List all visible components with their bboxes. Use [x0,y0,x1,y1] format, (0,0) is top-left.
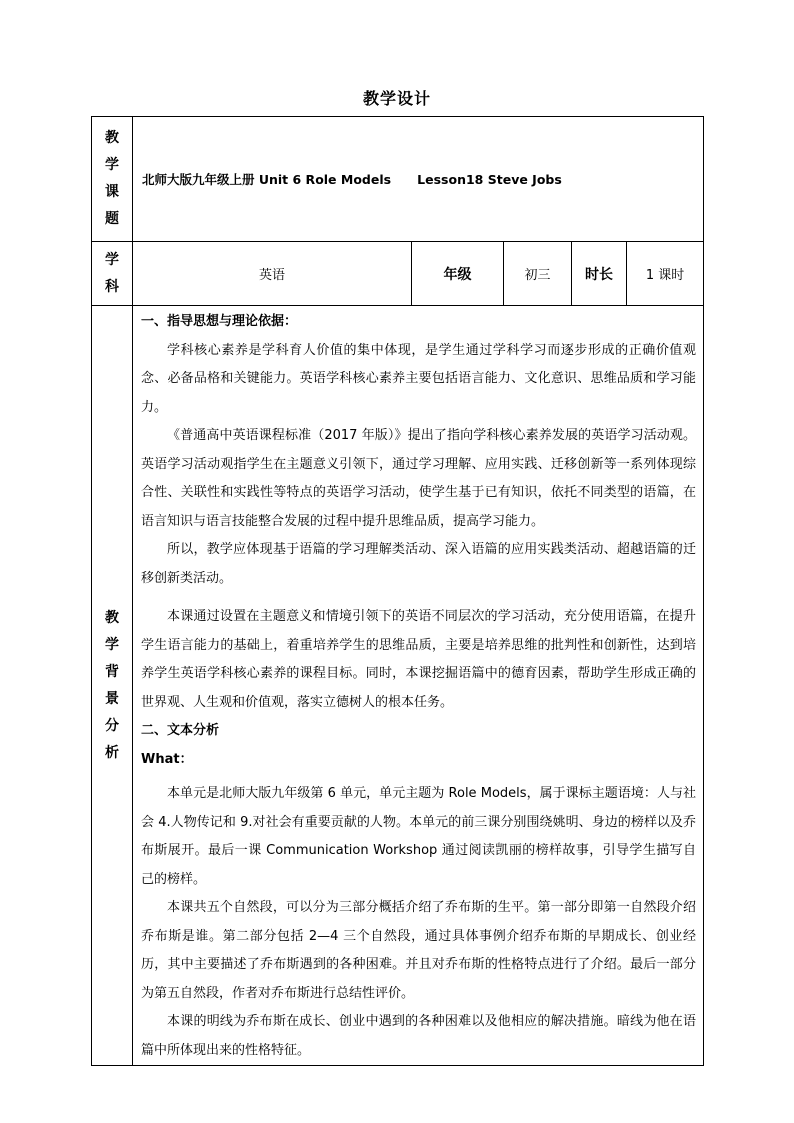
row-background-analysis [92,306,704,1066]
background-analysis-label: 教 学 背 景 分 析 [92,306,133,1066]
paragraph: 本课通过设置在主题意义和情境引领下的英语不同层次的学习活动，充分使用语篇，在提升学生语言能力的基础上，着重培养学生的思维品质，主要是培养思维的批判性和创新性，达到培养学生英语学科核心素养的课程目标。同时，本课挖掘语篇中的德育因素，帮助学生形成正确的世界观、人生观和价值观，落实立德树人的根本任务。 [141,609,697,710]
paragraph: 本课的明线为乔布斯在成长、创业中遇到的各种困难以及他相应的解决措施。暗线为他在语篇中所体现出来的性格特征。 [141,1014,697,1058]
paragraph: 学科核心素养是学科育人价值的集中体现，是学生通过学科学习而逐步形成的正确价值观念、必备品格和关键能力。英语学科核心素养主要包括语言能力、文化意识、思维品质和学习能力。 [141,342,697,415]
paragraph: 所以，教学应体现基于语篇的学习理解类活动、深入语篇的应用实践类活动、超越语篇的迁移创新类活动。 [141,542,697,586]
paragraph: 本课共五个自然段，可以分为三部分概括介绍了乔布斯的生平。第一部分即第一自然段介绍乔布斯是谁。第二部分包括 2—4 三个自然段，通过具体事例介绍乔布斯的早期成长、创业经历，其中主要描述了乔布斯遇到的各种困难。并且对乔布斯的性格特点进行了介绍。最后一部分为第五自然段，作者对乔布斯进行总结性评价。 [141,900,697,1001]
lesson-plan-table [91,116,704,1066]
lesson-topic-label: 教 学 课 题 [92,117,133,242]
section-heading-guiding: 一、指导思想与理论依据： [141,314,298,329]
grade-label: 年级 [412,242,504,306]
what-label: What： [141,751,193,767]
grade-value: 初三 [504,242,572,306]
background-analysis-content [133,306,704,1066]
page-title: 教学设计 [362,89,431,108]
paragraph: 《普通高中英语课程标准（2017 年版）》提出了指向学科核心素养发展的英语学习活动观。英语学习活动观指学生在主题意义引领下，通过学习理解、应用实践、迁移创新等一系列体现综合性、关联性和实践性等特点的英语学习活动，使学生基于已有知识，依托不同类型的语篇，在语言知识与语言技能整合发展的过程中提升思维品质，提高学习能力。 [141,428,697,529]
duration-value: 1 课时 [627,242,704,306]
subject-label: 学 科 [92,242,133,306]
subject-value: 英语 [133,242,412,306]
section-heading-text-analysis: 二、文本分析 [141,723,220,738]
lesson-topic-value: 北师大版九年级上册 Unit 6 Role Models Lesson18 Steve Jobs [133,117,704,242]
row-subject [92,242,704,306]
row-lesson-topic [92,117,704,242]
paragraph: 本单元是北师大版九年级第 6 单元，单元主题为 Role Models，属于课标主题语境：人与社会 4.人物传记和 9.对社会有重要贡献的人物。本单元的前三课分别围绕姚明、身边的榜样以及乔布斯展开。最后一课 Communication Workshop 通过阅读凯丽的榜样故事，引导学生描写自己的榜样。 [141,786,697,887]
duration-label: 时长 [572,242,627,306]
